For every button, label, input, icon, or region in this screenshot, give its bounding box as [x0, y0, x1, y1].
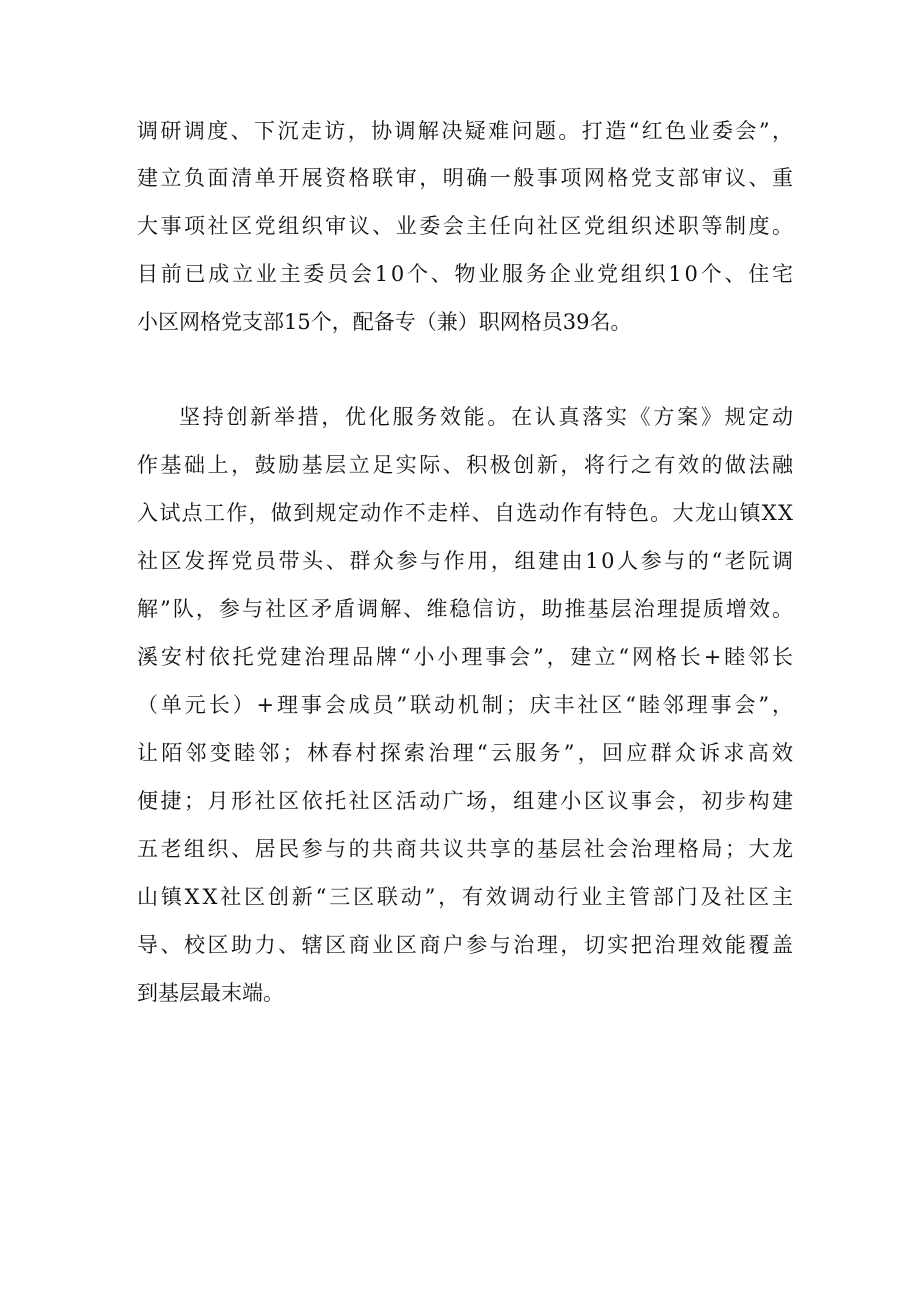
text-line: 调研调度、下沉走访，协调解决疑难问题。打造“红色业委会”， — [137, 119, 796, 143]
text-line: 建立负面清单开展资格联审，明确一般事项网格党支部审议、重 — [137, 166, 796, 190]
text-line: （单元长）+理事会成员”联动机制；庆丰社区“睦邻理事会”， — [137, 693, 796, 717]
text-line: 解”队，参与社区矛盾调解、维稳信访，助推基层治理提质增效。 — [137, 597, 796, 621]
text-line: 导、校区助力、辖区商业区商户参与治理，切实把治理效能覆盖 — [137, 933, 796, 957]
text-line: 社区发挥党员带头、群众参与作用，组建由10人参与的“老阮调 — [137, 549, 796, 573]
text-line: 入试点工作，做到规定动作不走样、自选动作有特色。大龙山镇XX — [137, 501, 795, 525]
text-line: 便捷；月形社区依托社区活动广场，组建小区议事会，初步构建 — [137, 789, 796, 813]
text-line: 山镇XX社区创新“三区联动”，有效调动行业主管部门及社区主 — [137, 885, 796, 909]
text-line: 到基层最末端。 — [137, 981, 284, 1005]
text-line: 作基础上，鼓励基层立足实际、积极创新，将行之有效的做法融 — [137, 453, 796, 477]
text-line: 大事项社区党组织审议、业委会主任向社区党组织述职等制度。 — [137, 214, 796, 238]
text-line: 目前已成立业主委员会10个、物业服务企业党组织10个、住宅 — [137, 262, 796, 286]
text-line: 五老组织、居民参与的共商共议共享的基层社会治理格局；大龙 — [137, 837, 796, 861]
text-line: 小区网格党支部15个，配备专（兼）职网格员39名。 — [137, 310, 632, 334]
text-line: 溪安村依托党建治理品牌“小小理事会”，建立“网格长+睦邻长 — [137, 645, 796, 669]
text-line: 让陌邻变睦邻；林春村探索治理“云服务”，回应群众诉求高效 — [137, 741, 797, 765]
text-line: 坚持创新举措，优化服务效能。在认真落实《方案》规定动 — [179, 405, 796, 429]
